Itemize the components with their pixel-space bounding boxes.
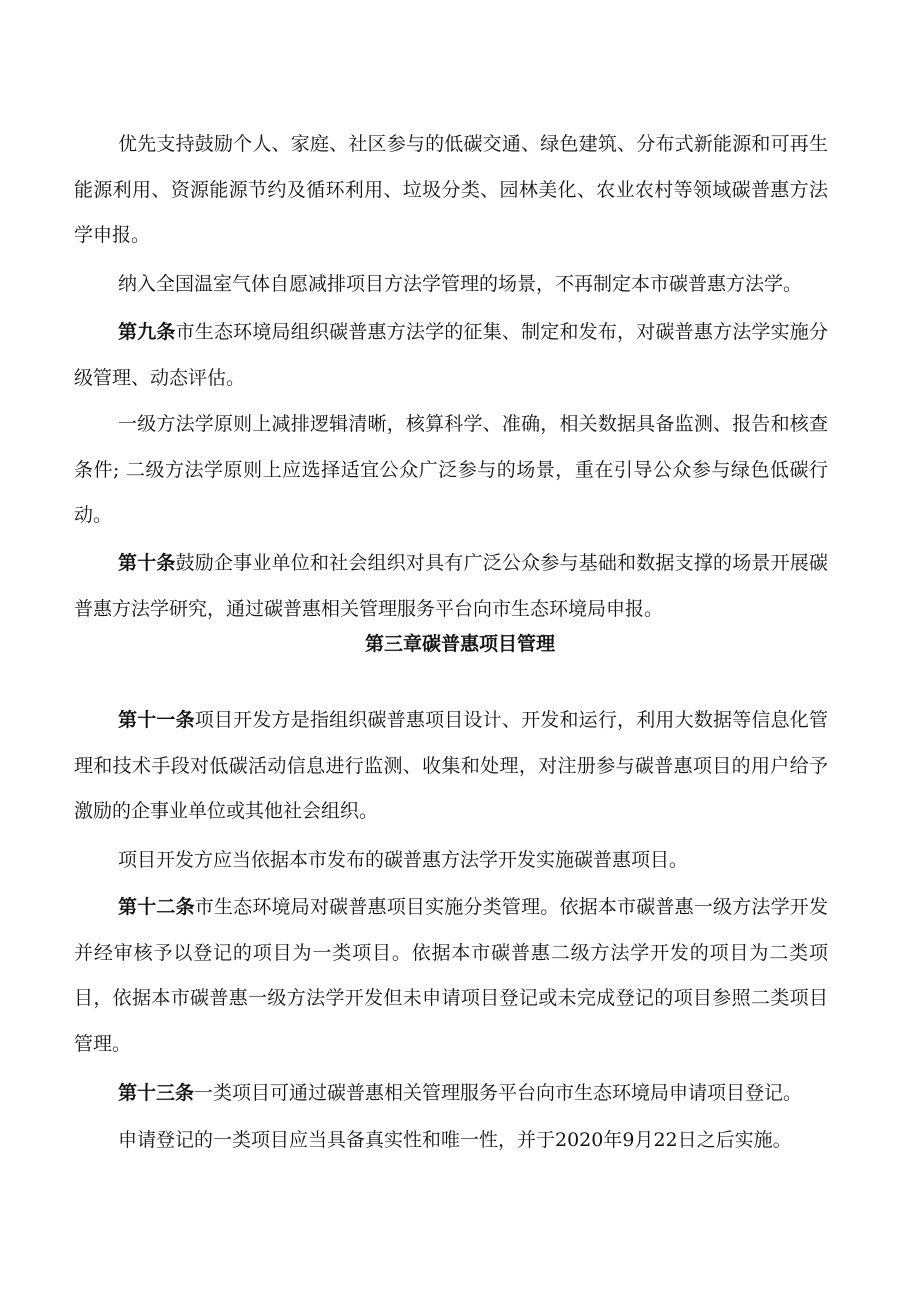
paragraph-national-ccer [74, 262, 828, 308]
paragraph-text: 优先支持鼓励个人、家庭、社区参与的低碳交通、绿色建筑、分布式新能源和可再生能源利用、资源能源节约及循环利用、垃圾分类、园林美化、农业农村等领域碳普惠方法学申报。 [74, 133, 828, 246]
article-number: 第十三条 [118, 1082, 195, 1104]
chapter-heading: 第三章碳普惠项目管理 [364, 633, 555, 655]
article-text: 市生态环境局组织碳普惠方法学的征集、制定和发布，对碳普惠方法学实施分级管理、动态评估。 [74, 321, 828, 389]
article-10 [74, 541, 828, 632]
paragraph-priority-support [74, 122, 828, 259]
article-13 [74, 1071, 828, 1117]
article-number: 第九条 [118, 321, 176, 343]
article-number: 第十条 [118, 552, 176, 574]
article-text: 一类项目可通过碳普惠相关管理服务平台向市生态环境局申请项目登记。 [194, 1082, 803, 1104]
article-text: 鼓励企事业单位和社会组织对具有广泛公众参与基础和数据支撑的场景开展碳普惠方法学研究，通过碳普惠相关管理服务平台向市生态环境局申报。 [74, 552, 828, 620]
paragraph-text: 纳入全国温室气体自愿减排项目方法学管理的场景，不再制定本市碳普惠方法学。 [118, 273, 803, 295]
article-text: 项目开发方是指组织碳普惠项目设计、开发和运行，利用大数据等信息化管理和技术手段对低碳活动信息进行监测、收集和处理，对注册参与碳普惠项目的用户给予激励的企事业单位或其他社会组织。 [74, 709, 828, 822]
article-12 [74, 885, 828, 1067]
paragraph-text: 项目开发方应当依据本市发布的碳普惠方法学开发实施碳普惠项目。 [118, 849, 689, 871]
article-text: 市生态环境局对碳普惠项目实施分类管理。依据本市碳普惠一级方法学开发并经审核予以登记的项目为一类项目。依据本市碳普惠二级方法学开发的项目为二类项目，依据本市碳普惠一级方法学开发但未申请项目登记或未完成登记的项目参照二类项目管理。 [74, 896, 828, 1055]
article-11 [74, 698, 828, 835]
paragraph-methodology-levels [74, 402, 828, 539]
paragraph-developer-obligation [74, 838, 828, 884]
paragraph-registration-requirements [74, 1118, 828, 1164]
article-number: 第十二条 [118, 896, 195, 918]
paragraph-text: 一级方法学原则上减排逻辑清晰，核算科学、准确，相关数据具备监测、报告和核查条件; 二级方法学原则上应选择适宜公众广泛参与的场景，重在引导公众参与绿色低碳行动。 [74, 413, 828, 526]
article-9 [74, 310, 828, 401]
article-number: 第十一条 [118, 709, 195, 731]
paragraph-text: 申请登记的一类项目应当具备真实性和唯一性，并于2020年9月22日之后实施。 [118, 1129, 792, 1151]
